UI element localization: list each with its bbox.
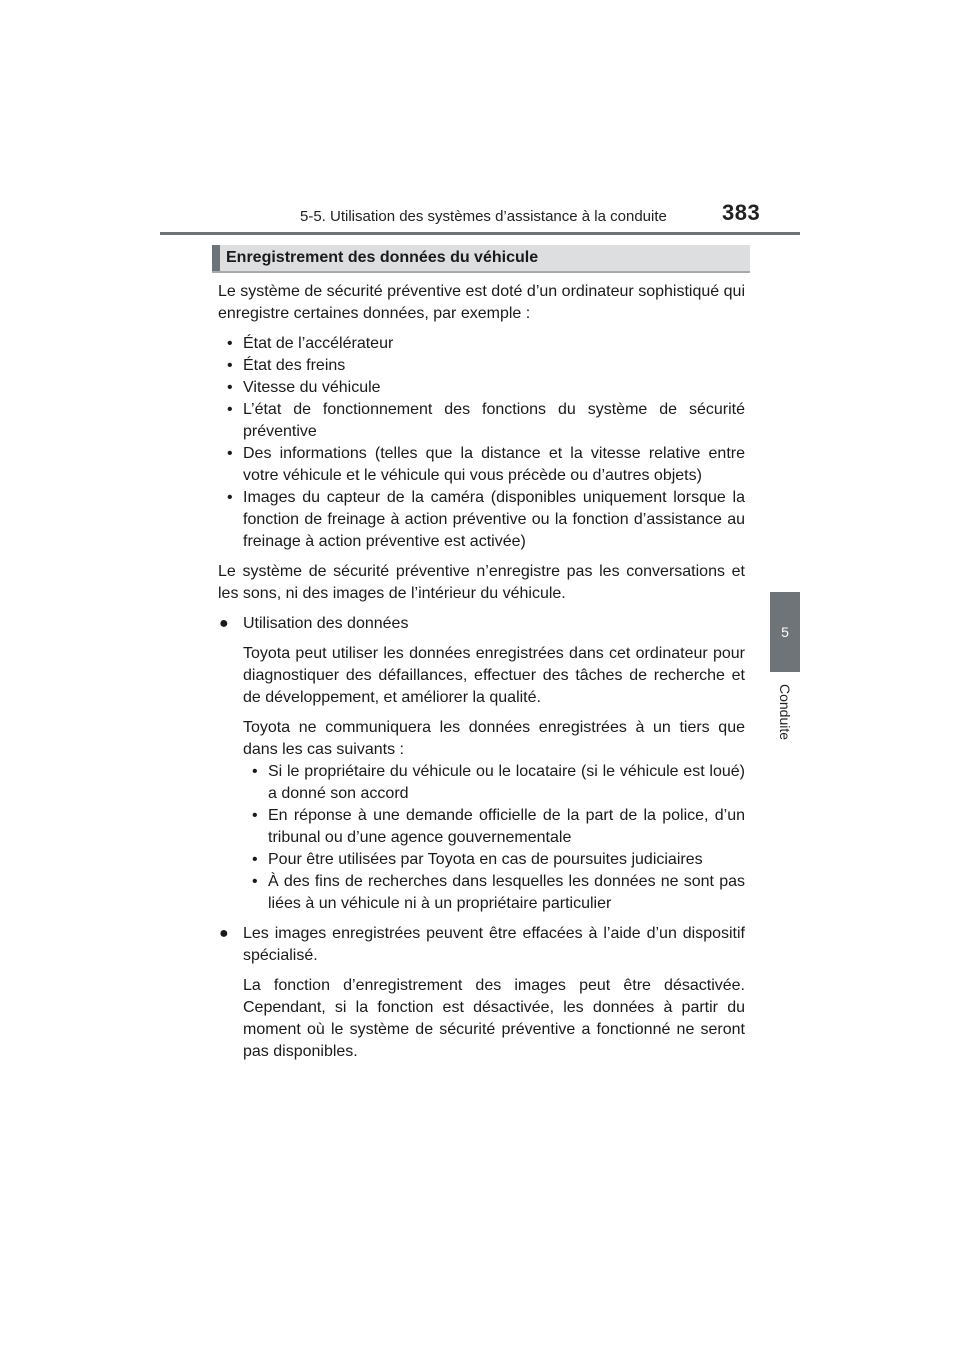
chapter-label: Conduite [777, 683, 793, 741]
chapter-tab [770, 592, 800, 672]
no-record-paragraph: Le système de sécurité préventive n’enregistre pas les conversations et les sons, ni des images de l’intérieur du véhicule. [218, 563, 745, 602]
list-item: • À des fins de recherches dans lesquelles les données ne sont pas liées à un véhicule ni à un propriétaire particulier [252, 873, 745, 912]
heading-accent [212, 245, 220, 271]
bullet-icon: • [252, 807, 258, 824]
bullet-icon: • [252, 873, 258, 890]
section-title: 5-5. Utilisation des systèmes d’assistance à la conduite [300, 208, 667, 225]
usage-cases-list [243, 761, 745, 915]
list-item: • Des informations (telles que la distance et la vitesse relative entre votre véhicule et le véhicule qui vous précède ou d’autres objets) [227, 445, 745, 484]
usage-section [218, 613, 745, 915]
list-item: • Pour être utilisées par Toyota en cas de poursuites judiciaires [243, 849, 745, 871]
chapter-number: 5 [781, 624, 789, 640]
bullet-icon: • [252, 763, 258, 780]
usage-paragraph-1: Toyota peut utiliser les données enregistrées dans cet ordinateur pour diagnostiquer des défaillances, effectuer des tâches de recherche et de développement, et améliorer la qualité. [243, 645, 745, 706]
intro-paragraph: Le système de sécurité préventive est doté d’un ordinateur sophistiqué qui enregistre certaines données, par exemple : [218, 283, 745, 322]
section-heading [212, 245, 750, 273]
usage-paragraph-2: Toyota ne communiquera les données enregistrées à un tiers que dans les cas suivants : [243, 719, 745, 758]
bullet-icon: • [227, 489, 233, 506]
bullet-icon: • [227, 357, 233, 374]
bullet-icon: • [252, 851, 258, 868]
page-header [0, 0, 960, 240]
list-item: • Vitesse du véhicule [218, 377, 745, 399]
erase-title: Les images enregistrées peuvent être effacées à l’aide d’un dispositif spécialisé. [243, 925, 745, 964]
erase-section [218, 923, 745, 1063]
main-content [218, 281, 745, 1071]
list-item: • En réponse à une demande officielle de la part de la police, d’un tribunal ou d’une agence gouvernementale [252, 807, 745, 846]
bullet-icon: • [227, 401, 233, 418]
list-item: • Images du capteur de la caméra (disponibles uniquement lorsque la fonction de freinage à action préventive ou la fonction d’assistance au freinage à action préventive est activée) [227, 489, 745, 550]
bullet-icon: • [227, 379, 233, 396]
list-item: • État de l’accélérateur [218, 333, 745, 355]
erase-paragraph: La fonction d’enregistrement des images peut être désactivée. Cependant, si la fonction est désactivée, les données à partir du moment où le système de sécurité préventive a fonctionné ne seront pas disponibles. [243, 977, 745, 1060]
bullet-icon: • [227, 335, 233, 352]
filled-circle-icon: ● [219, 925, 229, 942]
bullet-icon: • [227, 445, 233, 462]
section-heading-text: Enregistrement des données du véhicule [226, 249, 539, 266]
list-item: • L’état de fonctionnement des fonctions du système de sécurité préventive [227, 401, 745, 440]
filled-circle-icon: ● [219, 615, 229, 632]
header-rule [160, 232, 800, 235]
list-item: • État des freins [218, 355, 745, 377]
usage-title: Utilisation des données [243, 615, 409, 632]
page-number: 383 [722, 200, 761, 225]
list-item: • Si le propriétaire du véhicule ou le locataire (si le véhicule est loué) a donné son accord [252, 763, 745, 802]
recorded-items-list [218, 333, 745, 553]
